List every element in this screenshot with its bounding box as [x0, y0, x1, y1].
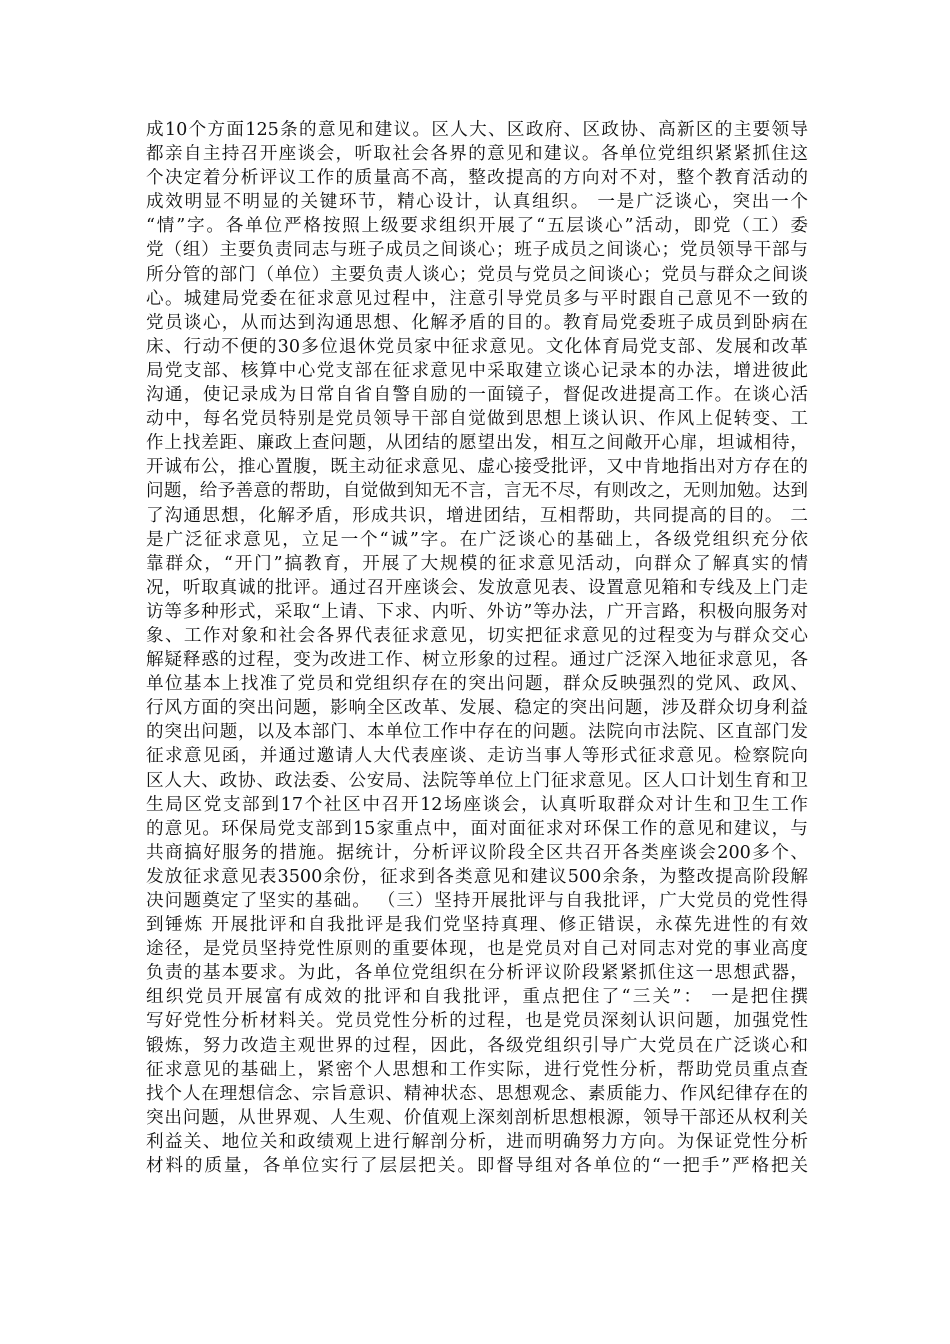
text-line: 党（组）主要负责同志与班子成员之间谈心；班子成员之间谈心；党员领导干部与: [146, 240, 808, 261]
text-line: 党员谈心，从而达到沟通思想、化解矛盾的目的。教育局党委班子成员到卧病在: [146, 312, 808, 333]
text-line: 找个人在理想信念、宗旨意识、精神状态、思想观念、素质能力、作风纪律存在的: [146, 1083, 808, 1104]
text-line: 都亲自主持召开座谈会，听取社会各界的意见和建议。各单位党组织紧紧抓住这: [146, 144, 808, 165]
text-line: 开诚布公，推心置腹，既主动征求意见、虚心接受批评，又中肯地指出对方存在的: [146, 457, 808, 478]
text-line: 靠群众，“开门”搞教育，开展了大规模的征求意见活动，向群众了解真实的情: [146, 553, 808, 574]
text-line: 利益关、地位关和政绩观上进行解剖分析，进而明确努力方向。为保证党性分析: [146, 1131, 808, 1152]
text-line: 发放征求意见表3500余份，征求到各类意见和建议500余条，为整改提高阶段解: [146, 866, 808, 887]
text-line: 负责的基本要求。为此，各单位党组织在分析评议阶段紧紧抓住这一思想武器，: [146, 963, 808, 984]
text-line: 突出问题，从世界观、人生观、价值观上深刻剖析思想根源，领导干部还从权利关: [146, 1107, 808, 1128]
text-line: 锻炼，努力改造主观世界的过程，因此，各级党组织引导广大党员在广泛谈心和: [146, 1035, 808, 1056]
text-line: 个决定着分析评议工作的质量高不高，整改提高的方向对不对，整个教育活动的: [146, 168, 808, 189]
text-line: 成10个方面125条的意见和建议。区人大、区政府、区政协、高新区的主要领导: [146, 120, 808, 140]
text-line: 心。城建局党委在征求意见过程中，注意引导党员多与平时跟自己意见不一致的: [146, 288, 808, 309]
text-line: 的突出问题，以及本部门、本单位工作中存在的问题。法院向市法院、区直部门发: [146, 722, 808, 743]
text-line: 动中，每名党员特别是党员领导干部自觉做到思想上谈认识、作风上促转变、工: [146, 409, 808, 430]
text-line: 组织党员开展富有成效的批评和自我批评，重点把住了“三关”： 一是把住撰: [146, 987, 808, 1008]
text-line: 所分管的部门（单位）主要负责人谈心；党员与党员之间谈心；党员与群众之间谈: [146, 264, 808, 285]
text-line: 访等多种形式，采取“上请、下求、内听、外访”等办法，广开言路，积极向服务对: [146, 601, 808, 622]
text-line: 征求意见函，并通过邀请人大代表座谈、走访当事人等形式征求意见。检察院向: [146, 746, 808, 767]
text-line: 区人大、政协、政法委、公安局、法院等单位上门征求意见。区人口计划生育和卫: [146, 770, 808, 791]
text-line: 途径，是党员坚持党性原则的重要体现，也是党员对自己对同志对党的事业高度: [146, 939, 808, 960]
text-line: 征求意见的基础上，紧密个人思想和工作实际，进行党性分析，帮助党员重点查: [146, 1059, 808, 1080]
text-line: 材料的质量，各单位实行了层层把关。即督导组对各单位的“一把手”严格把关: [146, 1156, 808, 1177]
text-line: 写好党性分析材料关。党员党性分析的过程，也是党员深刻认识问题，加强党性: [146, 1011, 808, 1032]
text-line: 了沟通思想，化解矛盾，形成共识，增进团结，互相帮助，共同提高的目的。 二: [146, 505, 808, 526]
text-line: 床、行动不便的30多位退休党员家中征求意见。文化体育局党支部、发展和改革: [146, 336, 808, 357]
text-line: 问题，给予善意的帮助，自觉做到知无不言，言无不尽，有则改之，无则加勉。达到: [146, 481, 808, 502]
text-line: 决问题奠定了坚实的基础。 （三）坚持开展批评与自我批评，广大党员的党性得: [146, 891, 808, 911]
text-line: 成效明显不明显的关键环节，精心设计，认真组织。 一是广泛谈心，突出一个: [146, 192, 808, 213]
text-line: 况，听取真诚的批评。通过召开座谈会、发放意见表、设置意见箱和专线及上门走: [146, 577, 808, 598]
text-line: 到锤炼 开展批评和自我批评是我们党坚持真理、修正错误，永葆先进性的有效: [146, 915, 808, 936]
text-line: 的意见。环保局党支部到15家重点中，面对面征求对环保工作的意见和建议，与: [146, 818, 808, 839]
text-line: 共商搞好服务的措施。据统计，分析评议阶段全区共召开各类座谈会200多个、: [146, 842, 808, 863]
text-line: 象、工作对象和社会各界代表征求意见，切实把征求意见的过程变为与群众交心: [146, 625, 808, 646]
text-line: 作上找差距、廉政上查问题，从团结的愿望出发，相互之间敞开心扉，坦诚相待，: [146, 433, 808, 454]
text-line: 行风方面的突出问题，影响全区改革、发展、稳定的突出问题，涉及群众切身利益: [146, 698, 808, 719]
text-line: 解疑释惑的过程，变为改进工作、树立形象的过程。通过广泛深入地征求意见，各: [146, 650, 808, 671]
text-line: 是广泛征求意见，立足一个“诚”字。在广泛谈心的基础上，各级党组织充分依: [146, 529, 808, 550]
text-line: 单位基本上找准了党员和党组织存在的突出问题，群众反映强烈的党风、政风、: [146, 674, 808, 695]
text-line: “情”字。各单位严格按照上级要求组织开展了“五层谈心”活动，即党（工）委: [146, 216, 808, 237]
text-line: 沟通，使记录成为日常自省自警自励的一面镜子，督促改进提高工作。在谈心活: [146, 385, 808, 406]
text-line: 生局区党支部到17个社区中召开12场座谈会，认真听取群众对计生和卫生工作: [146, 794, 808, 815]
body-text: [146, 118, 808, 1178]
text-line: 局党支部、核算中心党支部在征求意见中采取建立谈心记录本的办法，增进彼此: [146, 360, 808, 381]
